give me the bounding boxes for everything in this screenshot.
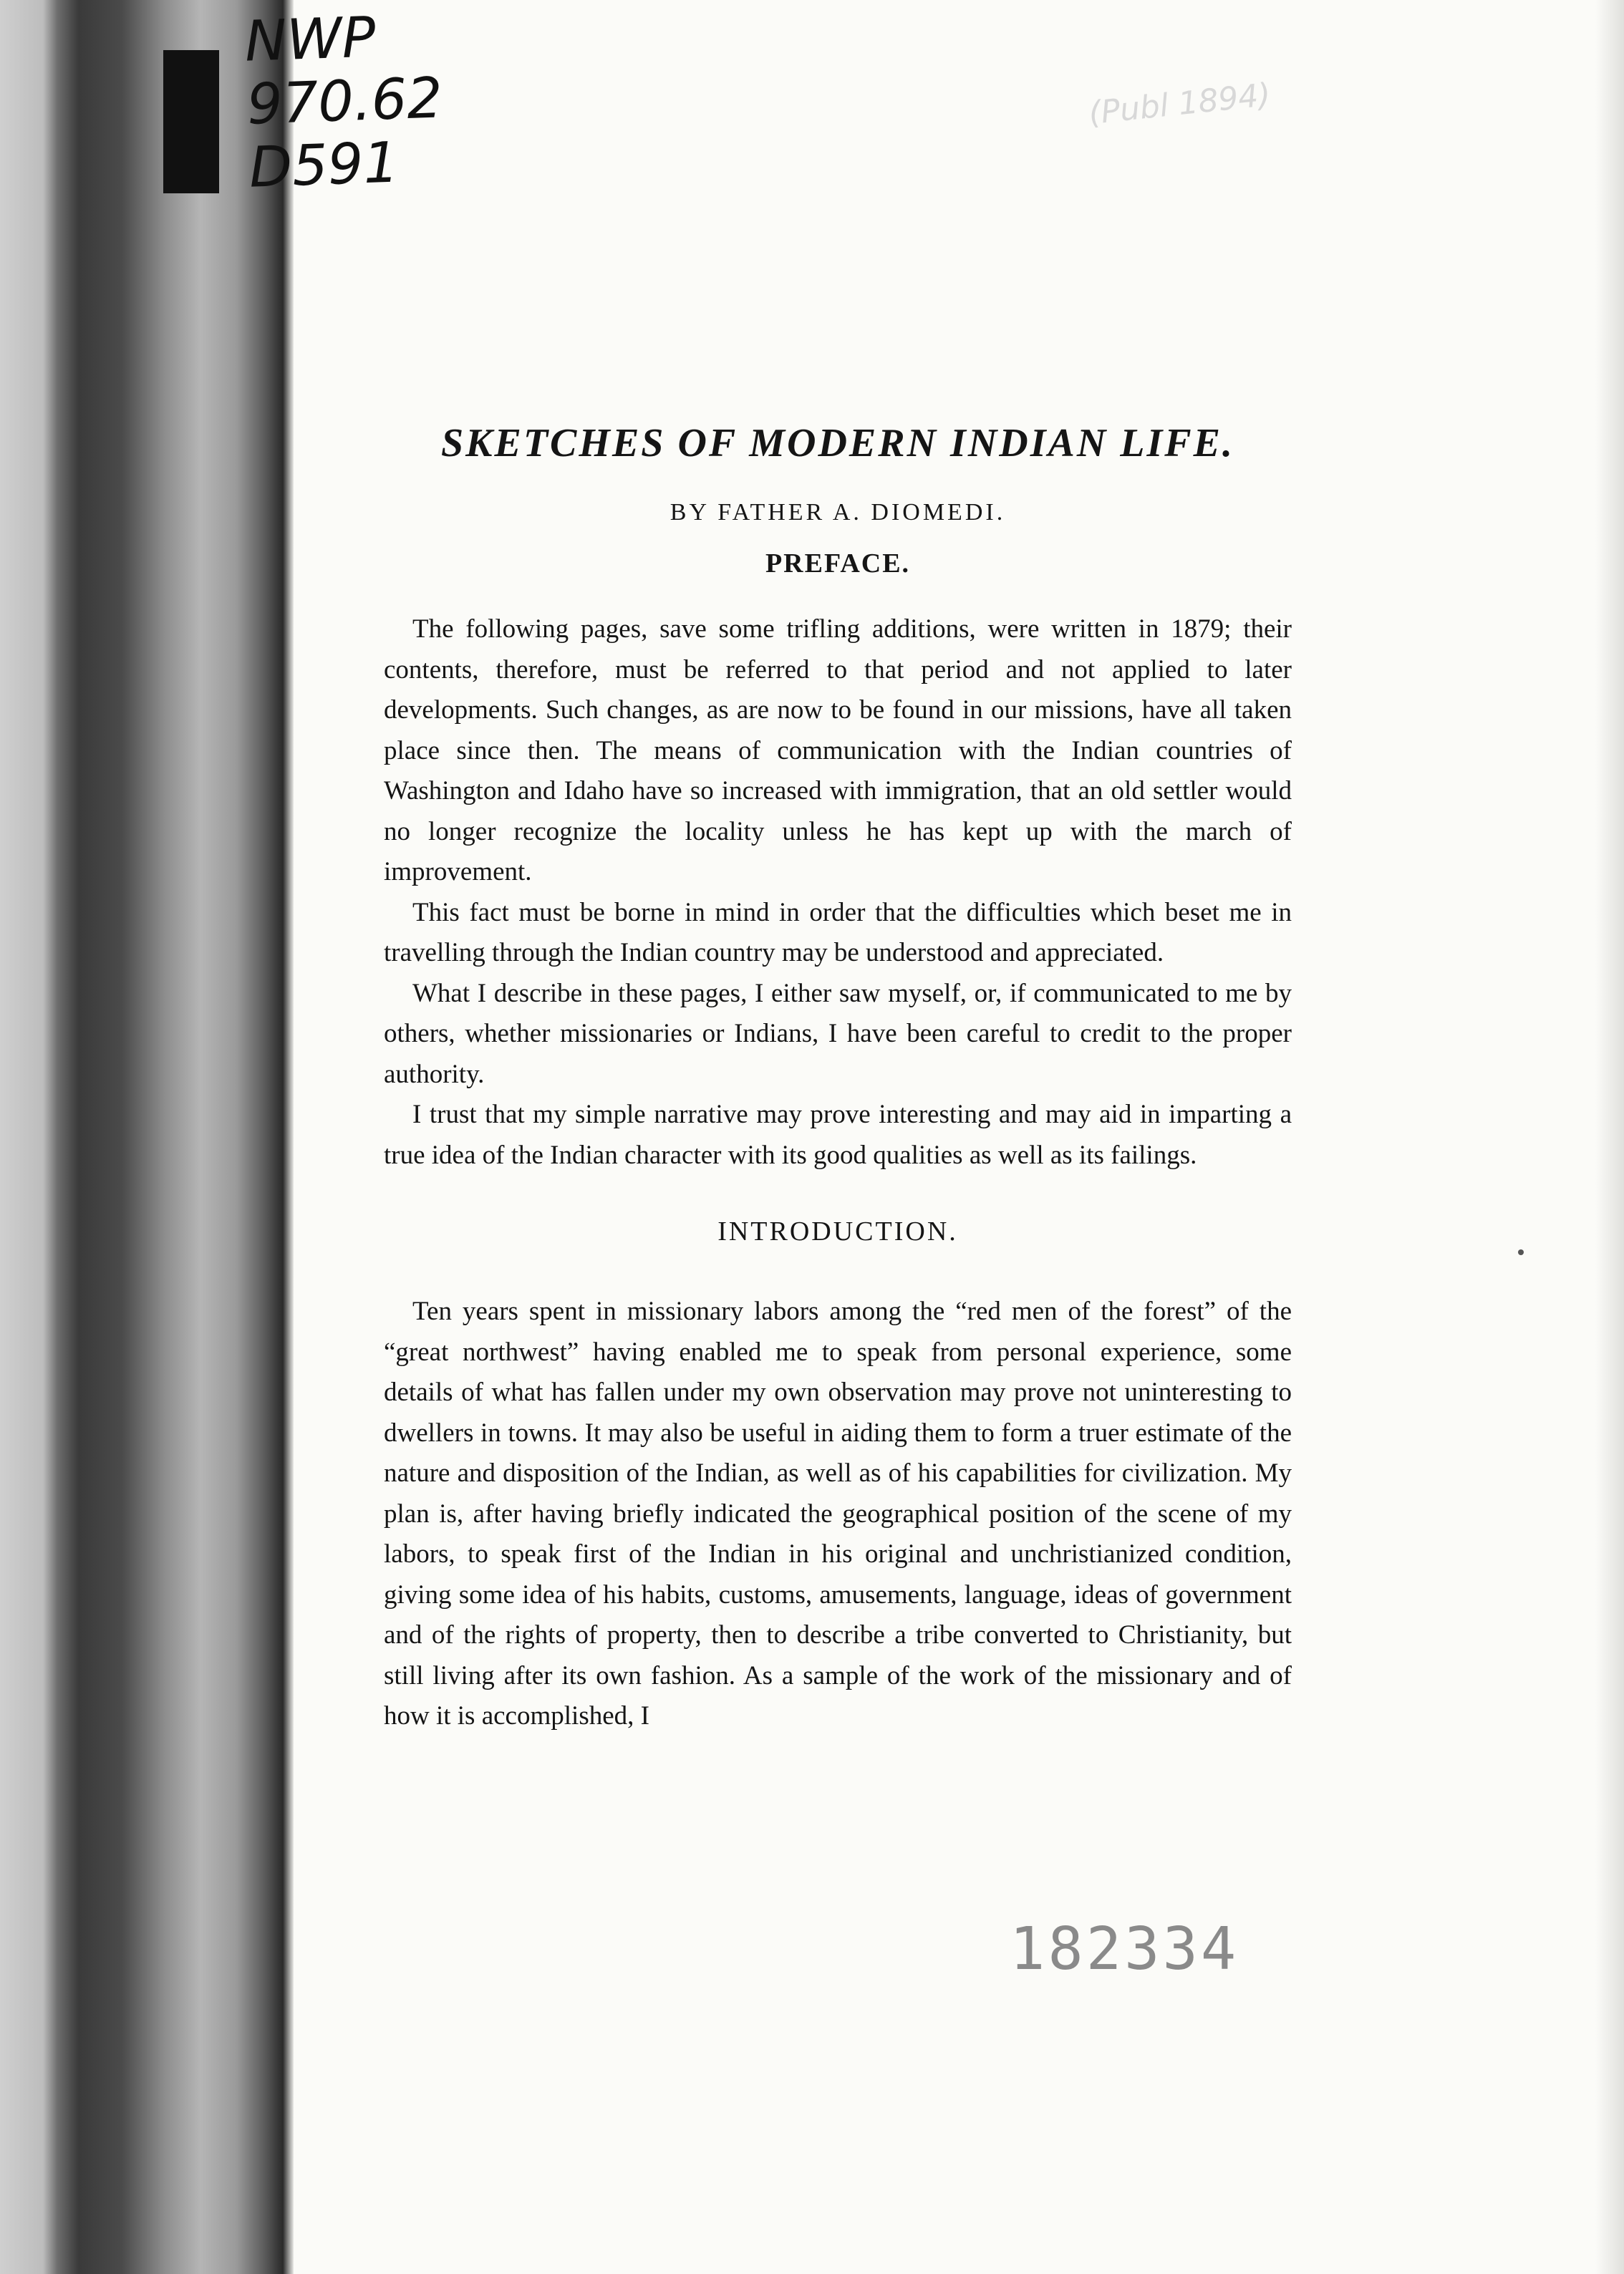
introduction-heading: INTRODUCTION. bbox=[717, 1216, 958, 1247]
preface-section bbox=[384, 609, 1292, 1176]
spine-label-tab bbox=[163, 50, 219, 193]
author-byline: BY FATHER A. DIOMEDI. bbox=[670, 499, 1006, 526]
introduction-section bbox=[384, 1292, 1292, 1737]
preface-paragraph: The following pages, save some trifling additions, were written in 1879; their contents, therefore, must be referred to that period and not applied to later developments. Such changes, as are now to be found in our missions, have all taken place since then. The means of communication with the Indian countries of Washington and Idaho have so increased with immigration, that an old settler would no longer recognize the locality unless he has kept up with the march of improvement. bbox=[384, 614, 1292, 886]
book-spine bbox=[0, 0, 294, 2274]
preface-heading: PREFACE. bbox=[765, 548, 911, 579]
ink-speck bbox=[1518, 1249, 1524, 1255]
document-title: SKETCHES OF MODERN INDIAN LIFE. bbox=[440, 421, 1235, 465]
preface-paragraph: This fact must be borne in mind in order that the difficulties which beset me in travelling through the Indian country may be understood and appreciated. bbox=[384, 897, 1292, 967]
document-body bbox=[384, 405, 1292, 1737]
handwritten-call-number bbox=[243, 4, 445, 199]
call-number-line: D591 bbox=[248, 130, 400, 200]
pencil-note: (Publ 1894) bbox=[1087, 76, 1272, 132]
preface-paragraph: I trust that my simple narrative may prove interesting and may aid in imparting a true idea of the Indian character with its good qualities as well as its failings. bbox=[384, 1100, 1292, 1170]
introduction-paragraph: Ten years spent in missionary labors among the “red men of the forest” of the “great northwest” having enabled me to speak from personal experience, some details of what has fallen under my own observation may prove not uninteresting to dwellers in towns. It may also be useful in aiding them to form a truer estimate of the nature and disposition of the Indian, as well as of his capabilities for civilization. My plan is, after having briefly indicated the geographical position of the scene of my labors, to speak first of the Indian in his original and unchristianized condition, giving some idea of his habits, customs, amusements, language, ideas of government and of the rights of property, then to describe a tribe converted to Christianity, but still living after its own fashion. As a sample of the work of the missionary and of how it is accomplished, I bbox=[384, 1297, 1292, 1731]
call-number-line: 970.62 bbox=[246, 66, 444, 137]
call-number-line: NWP bbox=[243, 5, 377, 74]
page-edge bbox=[1595, 0, 1624, 2274]
accession-stamp: 182334 bbox=[1010, 1915, 1239, 1983]
preface-paragraph: What I describe in these pages, I either saw myself, or, if communicated to me by others, whether missionaries or Indians, I have been careful to credit to the proper authority. bbox=[384, 978, 1292, 1089]
